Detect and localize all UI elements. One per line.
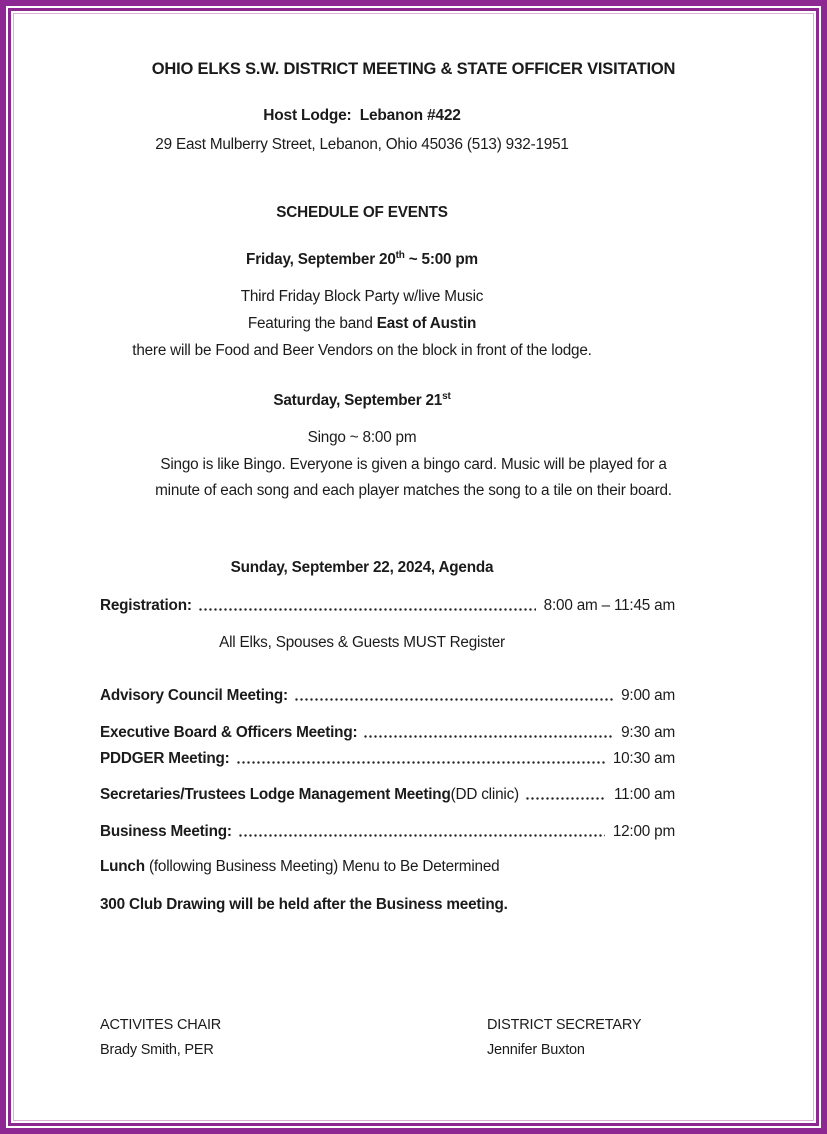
lunch-label: Lunch: [100, 858, 145, 875]
host-address-line: 29 East Mulberry Street, Lebanon, Ohio 45036 (513) 932-1951: [155, 136, 569, 153]
dot-leader: [238, 833, 605, 838]
agenda-label-suffix: (DD clinic): [450, 786, 519, 803]
agenda-label: Business Meeting:: [100, 823, 232, 840]
agenda-label: PDDGER Meeting:: [100, 750, 230, 767]
agenda-label: Secretaries/Trustees Lodge Management Meeting: [100, 786, 451, 803]
activities-chair-name: Brady Smith, PER: [100, 1042, 214, 1058]
singo-description: [100, 452, 727, 504]
friday-event-line2: [100, 313, 624, 335]
agenda-label: Registration:: [100, 597, 192, 614]
saturday-ordinal-superscript: st: [442, 390, 451, 402]
agenda-label: Executive Board & Officers Meeting:: [100, 724, 358, 741]
friday-event-line1: Third Friday Block Party w/live Music: [240, 288, 484, 305]
district-secretary-title: DISTRICT SECRETARY: [487, 1017, 642, 1033]
document-title: OHIO ELKS S.W. DISTRICT MEETING & STATE OFFICER VISITATION: [151, 60, 676, 78]
agenda-row-registration: [100, 595, 675, 616]
singo-description-line1: Singo is like Bingo. Everyone is given a bingo card. Music will be played for a: [160, 456, 667, 473]
friday-heading-time: ~ 5:00 pm: [404, 251, 478, 268]
agenda-time: 12:00 pm: [612, 823, 675, 840]
agenda-time: 10:30 am: [612, 750, 675, 767]
document-page: [14, 14, 813, 1120]
footer-right-column: [487, 1013, 727, 1063]
friday-event-line3: there will be Food and Beer Vendors on the block in front of the lodge.: [132, 342, 592, 359]
lunch-details: (following Business Meeting) Menu to Be Determined: [144, 858, 500, 875]
friday-band-name: East of Austin: [376, 315, 477, 332]
dot-leader: [236, 760, 605, 765]
friday-heading: [100, 249, 624, 271]
singo-time-line: Singo ~ 8:00 pm: [307, 429, 417, 446]
saturday-heading-date: Saturday, September 21: [273, 392, 443, 409]
friday-ordinal-superscript: th: [395, 249, 405, 261]
agenda-row-advisory-council: [100, 685, 675, 706]
agenda-row-secretaries-trustees: [100, 784, 675, 805]
host-lodge-line: Host Lodge: Lebanon #422: [263, 107, 461, 124]
register-note: All Elks, Spouses & Guests MUST Register: [219, 634, 505, 651]
dot-leader: [294, 697, 613, 702]
saturday-heading: [100, 390, 624, 412]
agenda-row-executive-board: [100, 722, 675, 743]
dot-leader: [363, 734, 613, 739]
club-drawing-line: 300 Club Drawing will be held after the Business meeting.: [100, 896, 508, 913]
singo-description-line2: minute of each song and each player matches the song to a tile on their board.: [155, 482, 672, 499]
activities-chair-title: ACTIVITES CHAIR: [100, 1017, 222, 1033]
footer-signatures: [100, 1013, 727, 1063]
agenda-row-pddger: [100, 748, 675, 769]
dot-leader: [525, 796, 606, 801]
footer-left-column: [100, 1013, 487, 1063]
dot-leader: [198, 607, 536, 612]
agenda-time: 11:00 am: [613, 786, 675, 803]
sunday-agenda-heading: Sunday, September 22, 2024, Agenda: [230, 559, 494, 576]
agenda-time: 9:30 am: [621, 724, 675, 741]
agenda-time: 8:00 am – 11:45 am: [543, 597, 675, 614]
friday-band-intro: Featuring the band: [247, 315, 377, 332]
schedule-of-events-heading: SCHEDULE OF EVENTS: [276, 204, 448, 221]
lunch-line: [100, 856, 727, 878]
agenda-row-business-meeting: [100, 821, 675, 842]
district-secretary-name: Jennifer Buxton: [487, 1042, 585, 1058]
friday-heading-date: Friday, September 20: [246, 251, 396, 268]
agenda-time: 9:00 am: [621, 687, 675, 704]
agenda-label: Advisory Council Meeting:: [100, 687, 288, 704]
